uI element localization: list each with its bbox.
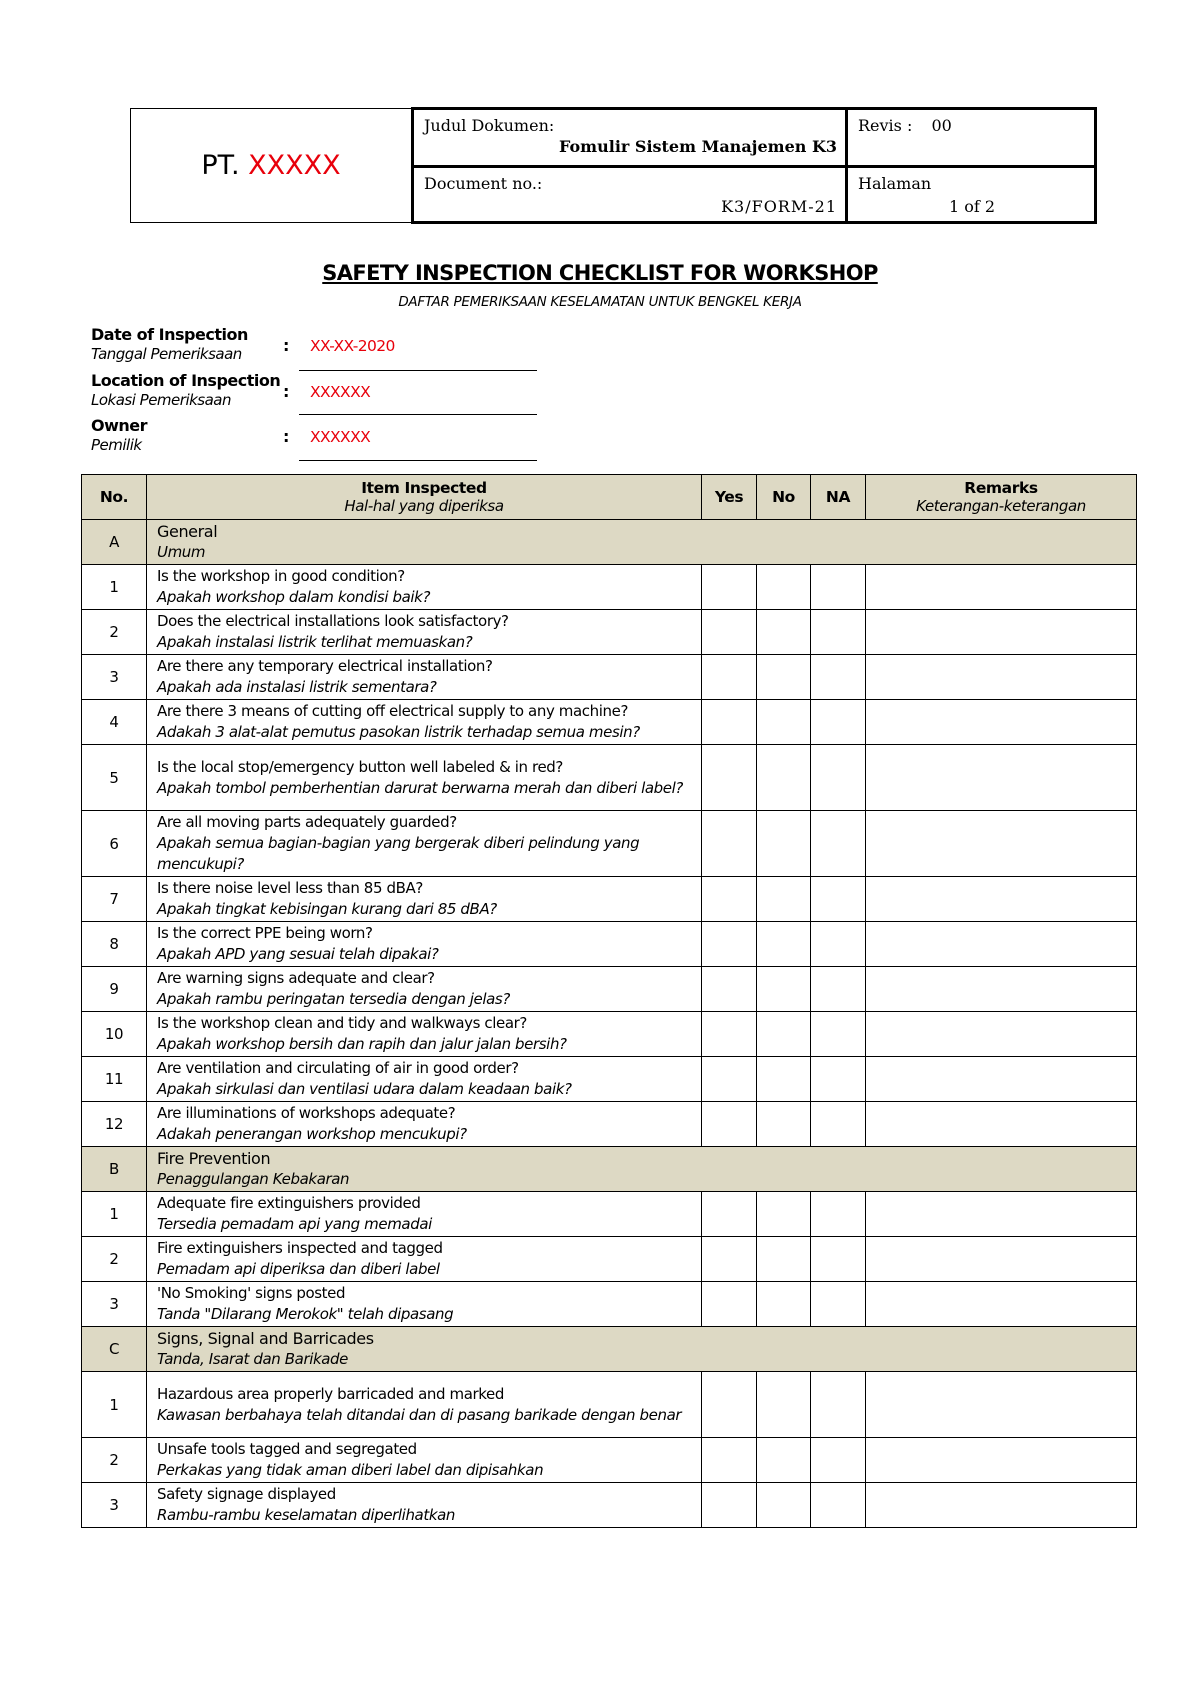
na-cell[interactable] [811, 922, 866, 967]
item-text-id: Perkakas yang tidak aman diberi label dan dipisahkan [157, 1461, 544, 1479]
section-row [82, 1327, 1137, 1372]
remarks-cell[interactable] [866, 877, 1137, 922]
na-cell[interactable] [811, 610, 866, 655]
col-header-na: NA [811, 475, 866, 520]
na-cell[interactable] [811, 1438, 866, 1483]
item-text-id: Adakah penerangan workshop mencukupi? [157, 1125, 467, 1143]
location-colon: : [283, 382, 290, 401]
page-label: Halaman [858, 174, 932, 193]
yes-cell[interactable] [702, 655, 757, 700]
section-title-en: Signs, Signal and Barricades [157, 1329, 374, 1348]
item-number: 7 [82, 877, 147, 922]
item-text-id: Tersedia pemadam api yang memadai [157, 1215, 432, 1233]
item-inspected [147, 1282, 702, 1327]
no-cell[interactable] [757, 1438, 811, 1483]
location-value: XXXXXX [310, 383, 371, 401]
doc-no-label: Document no.: [424, 174, 543, 193]
item-text-en: Fire extinguishers inspected and tagged [157, 1239, 443, 1257]
item-number: 8 [82, 922, 147, 967]
section-code: C [82, 1327, 147, 1372]
no-cell[interactable] [757, 745, 811, 811]
table-row [82, 1102, 1137, 1147]
remarks-cell[interactable] [866, 610, 1137, 655]
table-row [82, 811, 1137, 877]
na-cell[interactable] [811, 967, 866, 1012]
table-row [82, 1012, 1137, 1057]
table-row [82, 1192, 1137, 1237]
item-text-en: Are there 3 means of cutting off electrical supply to any machine? [157, 702, 629, 720]
item-text-en: Safety signage displayed [157, 1485, 336, 1503]
owner-value: XXXXXX [310, 428, 371, 446]
item-inspected [147, 1372, 702, 1438]
item-number: 6 [82, 811, 147, 877]
col-header-no: No. [82, 475, 147, 520]
date-label [91, 325, 248, 363]
item-inspected [147, 967, 702, 1012]
item-number: 4 [82, 700, 147, 745]
no-cell[interactable] [757, 1012, 811, 1057]
item-text-id: Apakah workshop dalam kondisi baik? [157, 588, 431, 606]
remarks-cell[interactable] [866, 1438, 1137, 1483]
date-underline [299, 370, 537, 371]
section-title [147, 520, 1137, 565]
col-header-remarks [866, 475, 1137, 520]
na-cell[interactable] [811, 1483, 866, 1528]
item-text-en: 'No Smoking' signs posted [157, 1284, 346, 1302]
item-text-id: Apakah tombol pemberhentian darurat berwarna merah dan diberi label? [157, 778, 683, 797]
no-cell[interactable] [757, 967, 811, 1012]
table-row [82, 967, 1137, 1012]
remarks-cell[interactable] [866, 565, 1137, 610]
doc-no-cell [413, 167, 847, 223]
no-cell[interactable] [757, 1282, 811, 1327]
item-inspected [147, 565, 702, 610]
section-title-id: Umum [157, 543, 206, 561]
no-cell[interactable] [757, 1372, 811, 1438]
na-cell[interactable] [811, 745, 866, 811]
location-label-id: Lokasi Pemeriksaan [91, 391, 232, 409]
item-number: 2 [82, 1438, 147, 1483]
no-cell[interactable] [757, 610, 811, 655]
item-number: 9 [82, 967, 147, 1012]
no-cell[interactable] [757, 877, 811, 922]
col-header-item-id: Hal-hal yang diperiksa [344, 497, 504, 515]
table-row [82, 1237, 1137, 1282]
item-number: 5 [82, 745, 147, 811]
item-text-id: Apakah semua bagian-bagian yang bergerak diberi pelindung yang mencukupi? [157, 834, 640, 873]
na-cell[interactable] [811, 877, 866, 922]
page-title: SAFETY INSPECTION CHECKLIST FOR WORKSHOP [322, 261, 878, 285]
date-value: XX-XX-2020 [310, 337, 395, 355]
item-text-id: Apakah instalasi listrik terlihat memuaskan? [157, 633, 473, 651]
no-cell[interactable] [757, 1237, 811, 1282]
section-title-en: Fire Prevention [157, 1149, 271, 1168]
item-inspected [147, 700, 702, 745]
section-row [82, 520, 1137, 565]
section-code: B [82, 1147, 147, 1192]
no-cell[interactable] [757, 700, 811, 745]
table-row [82, 922, 1137, 967]
yes-cell[interactable] [702, 1282, 757, 1327]
table-row [82, 1372, 1137, 1438]
company-cell [131, 109, 413, 223]
yes-cell[interactable] [702, 1192, 757, 1237]
na-cell[interactable] [811, 655, 866, 700]
na-cell[interactable] [811, 1237, 866, 1282]
col-header-item [147, 475, 702, 520]
no-cell[interactable] [757, 922, 811, 967]
inspection-table-body [82, 520, 1137, 1528]
section-title-id: Tanda, Isarat dan Barikade [157, 1350, 349, 1368]
remarks-cell[interactable] [866, 1483, 1137, 1528]
col-header-yes: Yes [702, 475, 757, 520]
yes-cell[interactable] [702, 565, 757, 610]
section-code: A [82, 520, 147, 565]
item-text-en: Unsafe tools tagged and segregated [157, 1440, 417, 1458]
inspection-table [81, 474, 1137, 1528]
item-text-id: Apakah rambu peringatan tersedia dengan jelas? [157, 990, 510, 1008]
revision-label: Revis : [858, 116, 913, 135]
item-text-id: Apakah ada instalasi listrik sementara? [157, 678, 437, 696]
item-inspected [147, 1012, 702, 1057]
item-text-en: Hazardous area properly barricaded and marked [157, 1384, 505, 1403]
date-colon: : [283, 336, 290, 355]
doc-title: Fomulir Sistem Manajemen K3 [559, 137, 837, 156]
revision-cell [847, 109, 1096, 167]
item-number: 2 [82, 610, 147, 655]
item-text-en: Are illuminations of workshops adequate? [157, 1104, 456, 1122]
item-text-en: Are ventilation and circulating of air in good order? [157, 1059, 519, 1077]
remarks-cell[interactable] [866, 1012, 1137, 1057]
page-value: 1 of 2 [948, 197, 996, 216]
item-text-id: Apakah APD yang sesuai telah dipakai? [157, 945, 439, 963]
remarks-cell[interactable] [866, 700, 1137, 745]
page-subtitle: DAFTAR PEMERIKSAAN KESELAMATAN UNTUK BENGKEL KERJA [398, 294, 802, 310]
item-text-id: Apakah workshop bersih dan rapih dan jalur jalan bersih? [157, 1035, 567, 1053]
remarks-cell[interactable] [866, 1102, 1137, 1147]
col-header-no-answer: No [757, 475, 811, 520]
location-label [91, 371, 280, 409]
na-cell[interactable] [811, 1372, 866, 1438]
owner-label [91, 416, 147, 454]
owner-label-id: Pemilik [91, 436, 142, 454]
table-row [82, 700, 1137, 745]
no-cell[interactable] [757, 565, 811, 610]
yes-cell[interactable] [702, 1372, 757, 1438]
item-inspected [147, 610, 702, 655]
item-inspected [147, 655, 702, 700]
location-underline [299, 414, 537, 415]
owner-underline [299, 460, 537, 461]
yes-cell[interactable] [702, 811, 757, 877]
owner-label-en: Owner [91, 416, 148, 435]
item-text-id: Adakah 3 alat-alat pemutus pasokan listrik terhadap semua mesin? [157, 723, 640, 741]
item-text-en: Does the electrical installations look satisfactory? [157, 612, 509, 630]
owner-colon: : [283, 427, 290, 446]
item-number: 10 [82, 1012, 147, 1057]
table-row [82, 1483, 1137, 1528]
item-text-en: Are there any temporary electrical installation? [157, 657, 493, 675]
yes-cell[interactable] [702, 700, 757, 745]
na-cell[interactable] [811, 811, 866, 877]
remarks-cell[interactable] [866, 811, 1137, 877]
item-text-en: Adequate fire extinguishers provided [157, 1194, 421, 1212]
item-inspected [147, 922, 702, 967]
date-label-id: Tanggal Pemeriksaan [91, 345, 242, 363]
item-text-id: Apakah sirkulasi dan ventilasi udara dalam keadaan baik? [157, 1080, 572, 1098]
company-name: XXXXX [248, 150, 341, 181]
remarks-cell[interactable] [866, 922, 1137, 967]
item-inspected [147, 811, 702, 877]
na-cell[interactable] [811, 1192, 866, 1237]
item-text-id: Tanda "Dilarang Merokok" telah dipasang [157, 1305, 454, 1323]
no-cell[interactable] [757, 1483, 811, 1528]
item-inspected [147, 1237, 702, 1282]
yes-cell[interactable] [702, 1483, 757, 1528]
section-row [82, 1147, 1137, 1192]
location-label-en: Location of Inspection [91, 371, 281, 390]
remarks-cell[interactable] [866, 1192, 1137, 1237]
col-header-remarks-id: Keterangan-keterangan [916, 497, 1086, 515]
na-cell[interactable] [811, 1282, 866, 1327]
item-inspected [147, 745, 702, 811]
yes-cell[interactable] [702, 967, 757, 1012]
table-row [82, 1438, 1137, 1483]
company-prefix: PT. [201, 150, 240, 181]
table-row [82, 565, 1137, 610]
remarks-cell[interactable] [866, 1237, 1137, 1282]
item-number: 2 [82, 1237, 147, 1282]
date-label-en: Date of Inspection [91, 325, 248, 344]
col-header-remarks-en: Remarks [964, 479, 1038, 497]
doc-no: K3/FORM-21 [721, 197, 837, 216]
doc-title-label: Judul Dokumen: [424, 116, 555, 135]
yes-cell[interactable] [702, 1102, 757, 1147]
doc-title-cell [413, 109, 847, 167]
yes-cell[interactable] [702, 610, 757, 655]
no-cell[interactable] [757, 811, 811, 877]
remarks-cell[interactable] [866, 745, 1137, 811]
no-cell[interactable] [757, 655, 811, 700]
item-text-en: Are all moving parts adequately guarded? [157, 813, 457, 831]
table-row [82, 745, 1137, 811]
item-inspected [147, 1192, 702, 1237]
item-number: 1 [82, 1372, 147, 1438]
item-inspected [147, 1483, 702, 1528]
item-number: 3 [82, 1483, 147, 1528]
na-cell[interactable] [811, 700, 866, 745]
section-title [147, 1327, 1137, 1372]
item-number: 3 [82, 655, 147, 700]
yes-cell[interactable] [702, 877, 757, 922]
item-text-id: Kawasan berbahaya telah ditandai dan di pasang barikade dengan benar [157, 1405, 682, 1424]
na-cell[interactable] [811, 1057, 866, 1102]
item-inspected [147, 1102, 702, 1147]
item-number: 3 [82, 1282, 147, 1327]
na-cell[interactable] [811, 565, 866, 610]
na-cell[interactable] [811, 1012, 866, 1057]
item-text-id: Apakah tingkat kebisingan kurang dari 85 dBA? [157, 900, 497, 918]
section-title-id: Penaggulangan Kebakaran [157, 1170, 350, 1188]
section-title [147, 1147, 1137, 1192]
table-row [82, 610, 1137, 655]
item-inspected [147, 1438, 702, 1483]
remarks-cell[interactable] [866, 1372, 1137, 1438]
no-cell[interactable] [757, 1057, 811, 1102]
item-inspected [147, 1057, 702, 1102]
item-number: 11 [82, 1057, 147, 1102]
page-cell [847, 167, 1096, 223]
item-text-en: Are warning signs adequate and clear? [157, 969, 435, 987]
section-title-en: General [157, 522, 218, 541]
item-number: 1 [82, 1192, 147, 1237]
no-cell[interactable] [757, 1192, 811, 1237]
col-header-item-en: Item Inspected [361, 479, 487, 497]
revision-value: 00 [931, 116, 952, 135]
remarks-cell[interactable] [866, 967, 1137, 1012]
item-number: 1 [82, 565, 147, 610]
yes-cell[interactable] [702, 1057, 757, 1102]
item-text-en: Is the workshop clean and tidy and walkways clear? [157, 1014, 527, 1032]
table-row [82, 655, 1137, 700]
table-row [82, 877, 1137, 922]
yes-cell[interactable] [702, 745, 757, 811]
table-row [82, 1282, 1137, 1327]
remarks-cell[interactable] [866, 655, 1137, 700]
no-cell[interactable] [757, 1102, 811, 1147]
remarks-cell[interactable] [866, 1057, 1137, 1102]
document-header [130, 107, 1097, 224]
yes-cell[interactable] [702, 1237, 757, 1282]
item-text-en: Is the correct PPE being worn? [157, 924, 373, 942]
item-text-id: Pemadam api diperiksa dan diberi label [157, 1260, 440, 1278]
item-number: 12 [82, 1102, 147, 1147]
remarks-cell[interactable] [866, 1282, 1137, 1327]
na-cell[interactable] [811, 1102, 866, 1147]
item-text-en: Is there noise level less than 85 dBA? [157, 879, 423, 897]
table-row [82, 1057, 1137, 1102]
yes-cell[interactable] [702, 1438, 757, 1483]
item-inspected [147, 877, 702, 922]
item-text-en: Is the local stop/emergency button well labeled & in red? [157, 757, 563, 776]
yes-cell[interactable] [702, 922, 757, 967]
yes-cell[interactable] [702, 1012, 757, 1057]
item-text-en: Is the workshop in good condition? [157, 567, 405, 585]
item-text-id: Rambu-rambu keselamatan diperlihatkan [157, 1506, 456, 1524]
